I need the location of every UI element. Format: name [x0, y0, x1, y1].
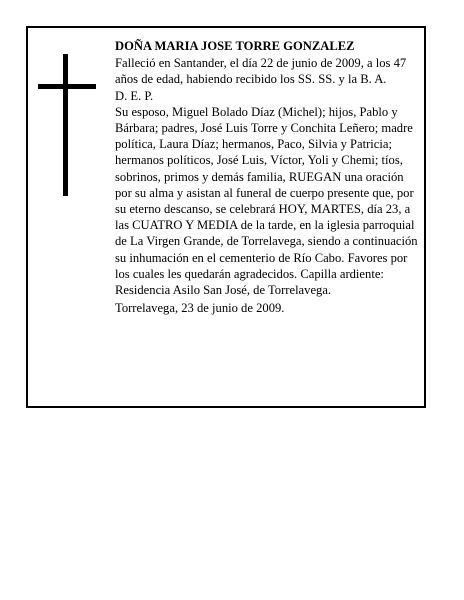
- family-and-funeral-details: Su esposo, Miguel Bolado Díaz (Michel); hijos, Pablo y Bárbara; padres, José Luis Torre y Conchita Leñero; madre política, Laura Díaz; hermanos, Paco, Silvia y Patricia; hermanos políticos, José Luis, Víctor, Yoli y Chemi; tíos, sobrinos, primos y demás familia, RUEGAN una oración por su alma y asistan al funeral de cuerpo presente que, por su eterno descanso, se celebrará HOY, MARTES, día 23, a las CUATRO Y MEDIA de la tarde, en la iglesia parroquial de La Virgen Grande, de Torrelavega, siendo a continuación su inhumación en el cementerio de Río Cabo. Favores por los cuales les quedarán agradecidos. Capilla ardiente: Residencia Asilo San José, de Torrelavega.: [115, 104, 418, 298]
- death-statement: Falleció en Santander, el día 22 de junio de 2009, a los 47 años de edad, habiendo recibido los SS. SS. y la B. A.: [115, 56, 407, 87]
- cross-horizontal-bar: [38, 84, 96, 89]
- cross-vertical-bar: [63, 54, 68, 196]
- rest-in-peace: D. E. P.: [115, 88, 154, 103]
- place-and-date: Torrelavega, 23 de junio de 2009.: [115, 301, 285, 316]
- deceased-name: DOÑA MARIA JOSE TORRE GONZALEZ: [115, 39, 355, 53]
- obituary-text: [115, 38, 423, 316]
